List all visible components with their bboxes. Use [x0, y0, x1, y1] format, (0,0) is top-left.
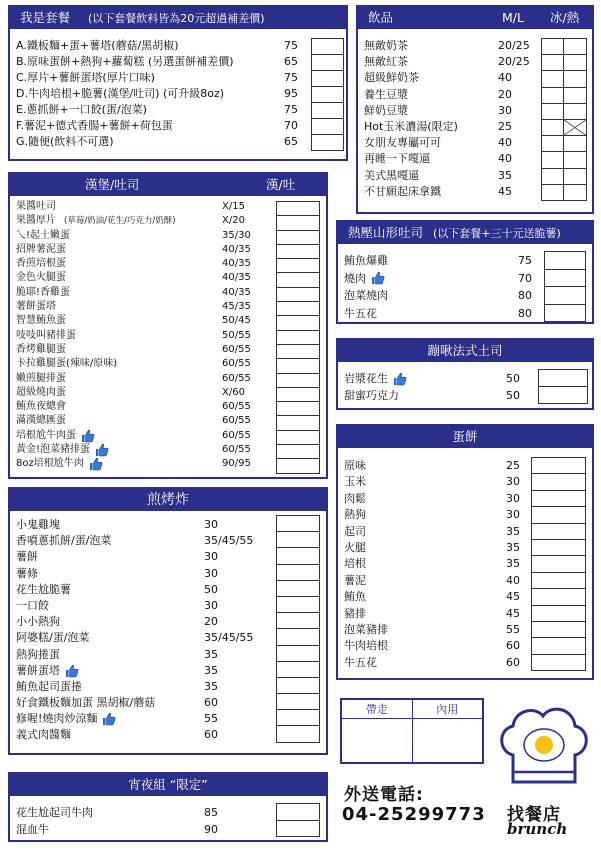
order-checkbox[interactable] [539, 387, 587, 404]
drinks-header [358, 7, 592, 29]
pancake-item-name: 培根 [344, 557, 366, 571]
order-checkbox[interactable] [277, 216, 319, 230]
order-checkbox[interactable] [312, 135, 343, 151]
burger-item-price: 45/35 [222, 301, 251, 313]
pressed-item-price: 70 [518, 271, 532, 285]
order-checkbox[interactable] [277, 245, 319, 259]
takeout-label: 帶走 [342, 700, 413, 718]
drinks-size-header: M/L [502, 10, 524, 25]
burger-item-name: 果醬吐司 [16, 201, 56, 212]
thumbs-up-icon [102, 712, 116, 726]
burger-col-header: 漢/吐 [266, 177, 296, 192]
order-checkbox[interactable] [277, 388, 319, 402]
ice-column [542, 39, 564, 201]
night-item-name: 混血牛 [16, 822, 49, 836]
burger-item-price: 60/55 [222, 372, 251, 384]
drinks-item-name: Hot玉米濃湯(限定) [364, 119, 458, 133]
fried-item-name: 花生尬脆薯 [16, 582, 71, 596]
french-toast-section [336, 338, 594, 410]
pancake-header [338, 426, 592, 448]
order-checkbox[interactable] [545, 252, 585, 270]
pancake-item-price: 30 [506, 475, 520, 489]
fried-item-name: 義式肉醬麵 [16, 728, 71, 742]
pressed-note: (以下套餐+三十元送脆薯) [433, 227, 561, 240]
order-checkbox[interactable] [277, 259, 319, 273]
pancake-item-name: 火腿 [344, 540, 366, 554]
order-checkbox[interactable] [277, 710, 319, 726]
order-checkbox[interactable] [564, 169, 586, 185]
fried-order-boxes[interactable] [276, 515, 320, 743]
order-checkbox[interactable] [277, 374, 319, 388]
fried-item-name: 一口餃 [16, 598, 49, 612]
fried-item-name: 薯餅 [16, 550, 38, 564]
burger-item-name: 果醬厚片 [16, 215, 56, 227]
order-checkbox[interactable] [542, 71, 563, 87]
drinks-item-name: 無敵紅茶 [364, 55, 408, 69]
fried-item-price: 30 [204, 566, 218, 580]
set-menu-header [10, 7, 346, 29]
pressed-item-price: 80 [518, 306, 532, 320]
drinks-item-price: 45 [498, 184, 512, 198]
burger-item-price: 50/45 [222, 315, 251, 327]
drinks-title: 飲品 [368, 10, 394, 25]
fried-item-name: 薯條 [16, 566, 38, 580]
sets-item-name: E.蔥抓餅+一口餃(蛋/泡菜) [16, 103, 147, 116]
order-checkbox[interactable] [277, 459, 319, 473]
burger-item-name: 招牌薯泥蛋 [16, 243, 66, 255]
pancake-item-name: 原味 [344, 459, 366, 472]
burger-item-name: 黃金!泡菜豬排蛋 [16, 444, 91, 456]
burger-item-price: 40/35 [222, 243, 251, 255]
fried-item-price: 50 [204, 582, 218, 596]
burger-item-price: 60/55 [222, 444, 251, 456]
fried-item-name: 香噴蔥抓餅/蛋/泡菜 [16, 534, 112, 548]
french-item-price: 50 [506, 372, 520, 385]
order-checkbox[interactable] [277, 629, 319, 645]
burger-item-name: 鮪魚夜總會 [16, 401, 66, 413]
order-checkbox[interactable] [532, 573, 585, 589]
fried-item-name: 阿婆糕/蛋/泡菜 [16, 631, 90, 645]
order-checkbox[interactable] [277, 416, 319, 430]
fried-item-name: 熱狗捲蛋 [16, 647, 60, 661]
sets-item [10, 86, 346, 102]
order-checkbox[interactable] [277, 821, 319, 838]
burger-item-price: 35/30 [222, 229, 251, 241]
delivery-label: 外送電話: [344, 785, 424, 805]
burger-item-price: 50/55 [222, 329, 251, 341]
fried-item-name: 修喔!燒肉炒涼麵 [16, 712, 98, 726]
pancake-item-price: 40 [506, 573, 520, 587]
order-checkbox[interactable] [277, 804, 319, 821]
late-night-section [8, 772, 328, 842]
order-checkbox[interactable] [542, 169, 563, 185]
pancake-item-name: 泡菜豬排 [344, 622, 388, 636]
drinks-item-name: 無敵奶茶 [364, 39, 408, 52]
order-checkbox[interactable] [277, 273, 319, 287]
sets-item-name: B.原味蛋餅+熱狗+蘿蔔糕 (另選蛋餅補差價) [16, 55, 234, 68]
pressed-item-name: 鮪魚爆雞 [344, 254, 388, 267]
drinks-item-price: 20 [498, 87, 512, 101]
order-checkbox[interactable] [542, 39, 563, 55]
order-checkbox[interactable] [277, 359, 319, 373]
pancake-title: 蛋餅 [452, 429, 478, 444]
drinks-order-boxes[interactable] [541, 38, 587, 201]
drinks-item-name: 不甘願起床拿鐵 [364, 184, 441, 198]
sets-item-name: F.薯泥+德式香腸+薯餅+荷包蛋 [16, 119, 173, 132]
order-checkbox[interactable] [564, 185, 586, 201]
fried-item-price: 55 [204, 712, 218, 726]
order-checkbox[interactable] [542, 185, 563, 201]
drinks-item-price: 30 [498, 103, 512, 117]
order-checkbox[interactable] [277, 613, 319, 629]
order-checkbox[interactable] [312, 103, 343, 119]
order-checkbox[interactable] [532, 474, 585, 490]
order-type-fields [342, 719, 482, 762]
sets-item-price: 75 [284, 71, 298, 84]
order-checkbox[interactable] [277, 548, 319, 564]
pancake-item-price: 30 [506, 491, 520, 505]
burger-item-name: 卡拉雞腿蛋(辣味/原味) [16, 358, 118, 370]
order-checkbox[interactable] [532, 491, 585, 507]
fried-item-price: 30 [204, 518, 218, 531]
burger-item-name: 培根尬牛肉蛋 [16, 429, 76, 441]
order-checkbox[interactable] [312, 71, 343, 87]
order-checkbox[interactable] [532, 507, 585, 523]
night-item-price: 90 [204, 822, 218, 836]
fried-item-price: 30 [204, 598, 218, 612]
fried-item-price: 30 [204, 550, 218, 564]
fried-item-name: 小鬼雞塊 [16, 518, 60, 531]
order-checkbox[interactable] [277, 431, 319, 445]
fried-item-price: 60 [204, 728, 218, 742]
order-checkbox[interactable] [564, 39, 586, 55]
set-menu-title: 我是套餐 [20, 10, 71, 25]
order-checkbox[interactable] [564, 152, 586, 168]
sets-item-price: 65 [284, 135, 298, 148]
burger-item-name: 香煎培根蛋 [16, 258, 66, 270]
fried-item-name: 好食鐵板麵加蛋 黑胡椒/蘑菇 [16, 696, 156, 710]
burger-item-name: 脆耶!香雞蛋 [16, 286, 71, 298]
sets-item [10, 70, 346, 86]
thumbs-up-icon [95, 443, 109, 457]
pressed-item-name: 牛五花 [344, 306, 377, 320]
drinks-item-price: 35 [498, 168, 512, 182]
order-checkbox[interactable] [277, 726, 319, 742]
sets-item [10, 38, 346, 54]
order-checkbox[interactable] [542, 136, 563, 152]
drinks-item-name: 再睡一下嘎逼 [364, 152, 430, 166]
order-checkbox[interactable] [277, 678, 319, 694]
order-checkbox[interactable] [277, 331, 319, 345]
order-checkbox[interactable] [312, 87, 343, 103]
order-checkbox[interactable] [277, 646, 319, 662]
burger-item-name: 香烤雞腿蛋 [16, 343, 66, 355]
burger-item-name: 金色火腿蛋 [16, 272, 66, 284]
order-checkbox[interactable] [532, 458, 585, 474]
burger-item-price: 40/35 [222, 286, 251, 298]
order-type-box [340, 698, 484, 764]
drinks-temp-header: 冰/熱 [550, 10, 580, 25]
fried-header [10, 489, 326, 511]
order-checkbox[interactable] [277, 516, 319, 532]
pancake-item-price: 35 [506, 557, 520, 571]
order-type-header-row [342, 700, 482, 719]
set-menu-section [8, 5, 348, 161]
sets-item [10, 54, 346, 70]
order-checkbox[interactable] [532, 655, 585, 671]
drinks-item-name: 鮮奶豆漿 [364, 103, 408, 117]
pressed-item-name: 燒肉 [344, 271, 366, 285]
order-checkbox[interactable] [539, 370, 587, 387]
order-checkbox[interactable] [542, 152, 563, 168]
fried-section [8, 487, 328, 755]
night-item-name: 花生尬起司牛肉 [16, 806, 93, 819]
pancake-item-price: 25 [506, 458, 520, 472]
sets-item-price: 75 [284, 103, 298, 116]
french-title: 蹦啾法式土司 [427, 343, 503, 358]
burger-item-name: 嫩煎腿排蛋 [16, 372, 66, 384]
fried-item-price: 35 [204, 679, 218, 693]
fried-title: 煎烤炸 [147, 492, 189, 508]
burger-item-price: X/60 [222, 386, 245, 398]
french-item-name: 甜蜜巧克力 [344, 389, 399, 402]
pancake-item-price: 60 [506, 655, 520, 669]
pancake-item-name: 薯泥 [344, 573, 366, 587]
order-checkbox[interactable] [564, 104, 586, 120]
pancake-item-name: 牛五花 [344, 655, 377, 669]
burger-item-price: 40/35 [222, 258, 251, 270]
order-checkbox[interactable] [532, 606, 585, 622]
pancake-item-price: 35 [506, 540, 520, 554]
french-item-price: 50 [506, 389, 520, 402]
order-checkbox[interactable] [532, 524, 585, 540]
order-checkbox[interactable] [545, 305, 585, 323]
burger-item-name: 滿漢總匯蛋 [16, 415, 66, 427]
french-order-boxes[interactable] [538, 369, 588, 404]
order-checkbox[interactable] [532, 540, 585, 556]
sets-item-price: 70 [284, 119, 298, 132]
logo-name: 找餐店 [507, 805, 561, 825]
thumbs-up-icon [81, 429, 95, 443]
order-checkbox[interactable] [542, 120, 563, 136]
sets-item [10, 118, 346, 134]
order-checkbox[interactable] [545, 287, 585, 305]
dine-in-label: 內用 [436, 703, 459, 716]
order-checkbox[interactable] [277, 694, 319, 710]
thumbs-up-icon [393, 372, 407, 386]
dine-in-field[interactable] [413, 719, 483, 762]
pancake-item-price: 35 [506, 524, 520, 538]
order-checkbox[interactable] [277, 302, 319, 316]
order-checkbox[interactable] [277, 345, 319, 359]
pressed-header [338, 222, 592, 244]
order-checkbox[interactable] [277, 202, 319, 216]
pancake-item-name: 熱狗 [344, 508, 366, 522]
order-checkbox[interactable] [532, 556, 585, 572]
order-checkbox[interactable] [312, 55, 343, 71]
order-checkbox[interactable] [277, 532, 319, 548]
delivery-phone[interactable]: 04-25299773 [342, 804, 486, 825]
pancake-order-boxes[interactable] [531, 457, 586, 671]
drinks-item-price: 40 [498, 71, 512, 85]
night-title: 宵夜組 “限定” [128, 777, 208, 792]
pressed-order-boxes[interactable] [544, 251, 586, 322]
pressed-title: 熱壓山形吐司 [348, 225, 424, 240]
order-checkbox[interactable] [532, 638, 585, 654]
fried-item-price: 35/45/55 [204, 631, 254, 645]
french-header [338, 340, 592, 362]
fried-item-name: 小小熱狗 [16, 615, 60, 629]
drinks-item-price: 40 [498, 152, 512, 166]
burger-item-name: 智慧鮪魚蛋 [16, 315, 66, 327]
sets-item-price: 95 [284, 87, 298, 100]
sets-item-name: D.牛肉培根+脆薯(漢堡/吐司) (可升級8oz) [16, 87, 225, 100]
order-checkbox[interactable] [564, 71, 586, 87]
thumbs-up-icon [89, 457, 103, 471]
pancake-item-price: 60 [506, 639, 520, 653]
drinks-item-name: 女朋友專屬可可 [364, 136, 441, 150]
sets-item-name: C.厚片+薯餅蛋塔(厚片口味) [16, 71, 155, 84]
order-checkbox[interactable] [312, 39, 343, 55]
burger-item-price: 60/55 [222, 415, 251, 427]
pancake-item-name: 肉鬆 [344, 491, 366, 505]
order-checkbox[interactable] [532, 589, 585, 605]
night-order-boxes[interactable] [276, 803, 320, 837]
set-menu-order-boxes[interactable] [311, 38, 344, 151]
sets-item [10, 102, 346, 118]
burger-item-price: X/15 [222, 201, 245, 212]
order-checkbox[interactable] [277, 445, 319, 459]
order-checkbox[interactable] [564, 120, 586, 136]
logo-sub: brunch [507, 820, 568, 838]
order-checkbox[interactable] [532, 622, 585, 638]
order-checkbox[interactable] [277, 402, 319, 416]
pancake-item-price: 55 [506, 622, 520, 636]
burger-item-name: 乀!起士嫩蛋 [16, 229, 71, 241]
order-checkbox[interactable] [277, 581, 319, 597]
sets-item-name: G.隨便(飲料不可選) [16, 135, 114, 148]
drinks-item-name: 超級鮮奶茶 [364, 71, 419, 85]
burger-item-name: 吱吱叫豬排蛋 [16, 329, 76, 341]
burger-item-name: 薯餅蛋塔 [16, 301, 56, 313]
burger-order-boxes[interactable] [276, 201, 320, 474]
drinks-item-price: 20/25 [498, 55, 530, 69]
sets-item-price: 65 [284, 55, 298, 68]
drinks-item-price: 25 [498, 119, 512, 133]
drinks-item-name: 養生豆漿 [364, 87, 408, 101]
pressed-item-price: 80 [518, 289, 532, 302]
set-menu-note: (以下套餐飲料皆為20元超過補差價) [88, 12, 265, 25]
pressed-toast-section [336, 220, 594, 324]
order-checkbox[interactable] [277, 565, 319, 581]
burger-item-price: 60/55 [222, 343, 251, 355]
burger-item-price: 40/35 [222, 272, 251, 284]
sets-item-price: 75 [284, 39, 298, 52]
chef-hat-egg-icon [495, 700, 593, 800]
pressed-item-price: 75 [518, 254, 532, 267]
sets-item [10, 134, 346, 150]
drinks-item-name: 美式黑嘎逼 [364, 168, 419, 182]
burger-item-sub: (草莓/奶油/花生/巧克力/奶酥) [64, 216, 176, 227]
burger-item-price: 60/55 [222, 358, 251, 370]
pancake-item-name: 牛肉培根 [344, 639, 388, 653]
order-checkbox[interactable] [542, 104, 563, 120]
drinks-section [356, 5, 594, 214]
fried-item-price: 60 [204, 696, 218, 710]
order-checkbox[interactable] [542, 55, 563, 71]
fried-item-name: 薯餅蛋塔 [16, 663, 60, 677]
thumbs-up-icon [65, 664, 79, 678]
night-header [10, 774, 326, 796]
night-item-price: 85 [204, 806, 218, 819]
pancake-item-name: 玉米 [344, 475, 366, 489]
order-checkbox[interactable] [277, 662, 319, 678]
order-checkbox[interactable] [277, 288, 319, 302]
order-checkbox[interactable] [277, 316, 319, 330]
burger-toast-section [8, 172, 328, 479]
pancake-item-name: 鮪魚 [344, 590, 366, 604]
hot-column [564, 39, 586, 201]
pancake-item-name: 豬排 [344, 606, 366, 620]
order-checkbox[interactable] [564, 88, 586, 104]
egg-pancake-section [336, 424, 594, 680]
pancake-item-price: 45 [506, 606, 520, 620]
fried-item-price: 35 [204, 647, 218, 661]
order-checkbox[interactable] [545, 270, 585, 288]
order-checkbox[interactable] [564, 136, 586, 152]
order-checkbox[interactable] [277, 597, 319, 613]
thumbs-up-icon [371, 271, 385, 285]
fried-item-price: 35/45/55 [204, 534, 254, 548]
set-menu-list [10, 29, 346, 150]
fried-item-name: 鮪魚起司蛋捲 [16, 679, 82, 693]
order-checkbox[interactable] [542, 88, 563, 104]
sets-item-name: A.鐵板麵+蛋+薯塔(蘑菇/黑胡椒) [16, 39, 179, 52]
drinks-item-price: 40 [498, 136, 512, 150]
drinks-item-price: 20/25 [498, 39, 530, 52]
burger-item-name: 超級燒肉蛋 [16, 386, 66, 398]
takeout-field[interactable] [342, 719, 413, 762]
burger-item-price: 60/55 [222, 401, 251, 413]
order-checkbox[interactable] [277, 231, 319, 245]
pressed-item-name: 泡菜燒肉 [344, 289, 388, 302]
fried-item-price: 20 [204, 615, 218, 629]
burger-item-price: X/20 [222, 215, 245, 227]
burger-title: 漢堡/吐司 [85, 177, 140, 192]
brand-logo [495, 700, 593, 846]
burger-item-price: 90/95 [222, 458, 251, 470]
burger-item-name: 8oz培根尬牛肉 [16, 458, 84, 470]
burger-header [10, 174, 326, 196]
fried-item-price: 35 [204, 663, 218, 677]
unavailable-cross-icon [564, 120, 586, 135]
pancake-item-name: 起司 [344, 524, 366, 538]
pancake-item-price: 30 [506, 508, 520, 522]
order-checkbox[interactable] [564, 55, 586, 71]
burger-item-price: 60/55 [222, 429, 251, 441]
french-item-name: 岩漿花生 [344, 372, 388, 385]
order-checkbox[interactable] [312, 119, 343, 135]
pancake-item-price: 45 [506, 590, 520, 604]
